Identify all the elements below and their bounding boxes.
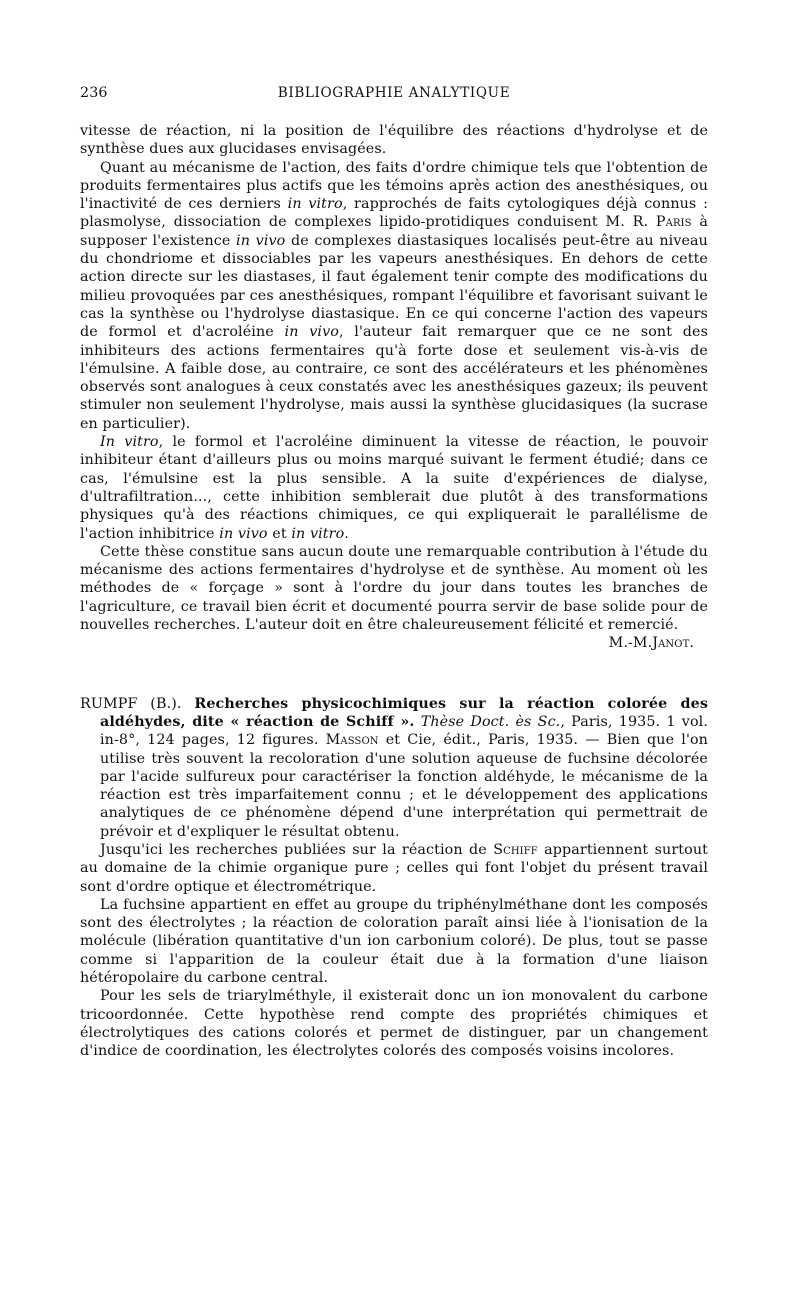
text: , le formol et l'acroléine diminuent la vitesse de réaction, le pouvoir inhibiteur étant d'ailleurs plus ou moins marqué suivant le ferment étudié; dans ce cas, l'émulsine est la plus sensible. A la suite d'expériences de dialyse, d'ultrafiltration..., cette inhibition semblerait due plutôt à des transformations physiques qu'à des réactions chimiques, ce qui expliquerait le parallélisme de l'action inhibitrice [80,434,708,542]
running-title: BIBLIOGRAPHIE ANALYTIQUE [277,85,511,101]
review-section-1 [80,122,708,653]
text: de complexes diastasiques localisés peut-être au niveau du chondriome et dissociables par les vapeurs anesthésiques. En dehors de cette action directe sur les diastases, il faut également tenir compte des modifications du milieu provoquées par ces anesthésiques, rompant l'équilibre et favorisant suivant le cas la synthèse ou l'hydrolyse diastasique. En ce qui concerne l'action des vapeurs de formol et d'acroléine [80,232,708,341]
entry2-paragraph-2 [80,841,708,896]
text: et Cie, édit., Paris, 1935. — Bien que l'on utilise très souvent la recoloration d'une solution aqueuse de fuchsine décolorée par l'acide sulfureux pour caractériser la fonction aldéhyde, le mécanisme de la réaction est très imparfaitement connu ; et le développement des applications analytiques de ce phénomène dépend d'une interprétation qui permettrait de prévoir et d'expliquer le résultat obtenu. [100,732,708,840]
review1-paragraph-3: Cette thèse constitue sans aucun doute une remarquable contribution à l'étude du mécanisme des actions fermentaires d'hydrolyse et de synthèse. Au moment où les méthodes de « forçage » sont à l'ordre du jour dans toutes les branches de l'agriculture, ce travail bien écrit et documenté pourra servir de base solide pour de nouvelles recherches. L'auteur doit en être chaleureusement félicité et remercié. [80,543,708,634]
review1-paragraph-1 [80,159,708,433]
entry-author: RUMPF (B.). [80,695,195,712]
author-name: Paris [655,214,692,231]
text: Jusqu'ici les recherches publiées sur la réaction de [100,841,494,858]
italic-term: in vivo [236,232,286,249]
italic-term: in vivo [284,324,339,341]
bibliographic-entry-2 [80,695,708,1061]
signature-name: Janot. [652,635,694,652]
text: . [344,525,349,542]
page-number: 236 [80,85,108,101]
italic-term: in vivo [219,525,268,542]
italic-term: in vitro [287,196,343,213]
text: , rapprochés de faits cytologiques déjà connus : plasmolyse, dissociation de complexes lipido-protidiques conduisent M. R. [80,196,709,231]
text: et [267,525,292,542]
review1-paragraph-0: vitesse de réaction, ni la position de l'équilibre des réactions d'hydrolyse et de synthèse dues aux glucidases envisagées. [80,123,708,158]
text: , Paris, 1935. 1 vol. in-8°, 124 pages, 12 figures. [100,713,708,749]
italic-term: in vitro [291,525,345,542]
review1-paragraph-2 [80,433,708,543]
signature [80,634,708,652]
text: appartiennent surtout au domaine de la chimie organique pure ; celles qui font l'objet du présent travail sont d'ordre optique et électrométrique. [80,841,708,895]
entry2-paragraph-4: Pour les sels de triarylméthyle, il existerait donc un ion monovalent du carbone tricoordonnée. Cette hypothèse rend compte des propriétés chimiques et électrolytiques des cations colorés et permet de distinguer, par un changement d'indice de coordination, les électrolytes colorés des composés voisins incolores. [80,988,708,1060]
page-header [80,84,708,104]
entry-title: Recherches physicochimiques sur la réaction colorée des aldéhydes, dite « réaction de Schiff ». [100,695,708,730]
entry2-heading-paragraph [80,695,708,841]
text: Quant au mécanisme de l'action, des faits d'ordre chimique tels que l'obtention de produits fermentaires plus actifs que les témoins après action des anesthésiques, ou l'inactivité de ces derniers [80,159,708,213]
text: à supposer l'existence [80,214,708,249]
publisher-name: Masson [325,732,379,749]
author-name: Schiff [493,841,538,858]
text: , l'auteur fait remarquer que ce ne sont des inhibiteurs des actions fermentaires qu'à forte dose et seulement vis-à-vis de l'émulsine. A faible dose, au contraire, ce sont des accélérateurs et les phénomènes observés sont analogues à ceux constatés avec les anesthésiques gazeux; ils peuvent stimuler non seulement l'hydrolyse, mais aussi la synthèse glucidasiques (la sucrase en particulier). [80,324,709,432]
italic-term: In vitro [100,434,159,451]
signature-initials: M.-M. [608,635,653,652]
section-gap [80,653,708,695]
entry-thesis: Thèse Doct. ès Sc. [414,713,561,730]
page [80,84,708,1061]
entry2-paragraph-3: La fuchsine appartient en effet au groupe du triphénylméthane dont les composés sont des électrolytes ; la réaction de coloration paraît ainsi liée à l'ionisation de la molécule (libération quantitative d'un ion carbonium coloré). De plus, tout se passe comme si l'apparition de la couleur était due à la formation d'une liaison hétéropolaire du carbone central. [80,896,708,987]
